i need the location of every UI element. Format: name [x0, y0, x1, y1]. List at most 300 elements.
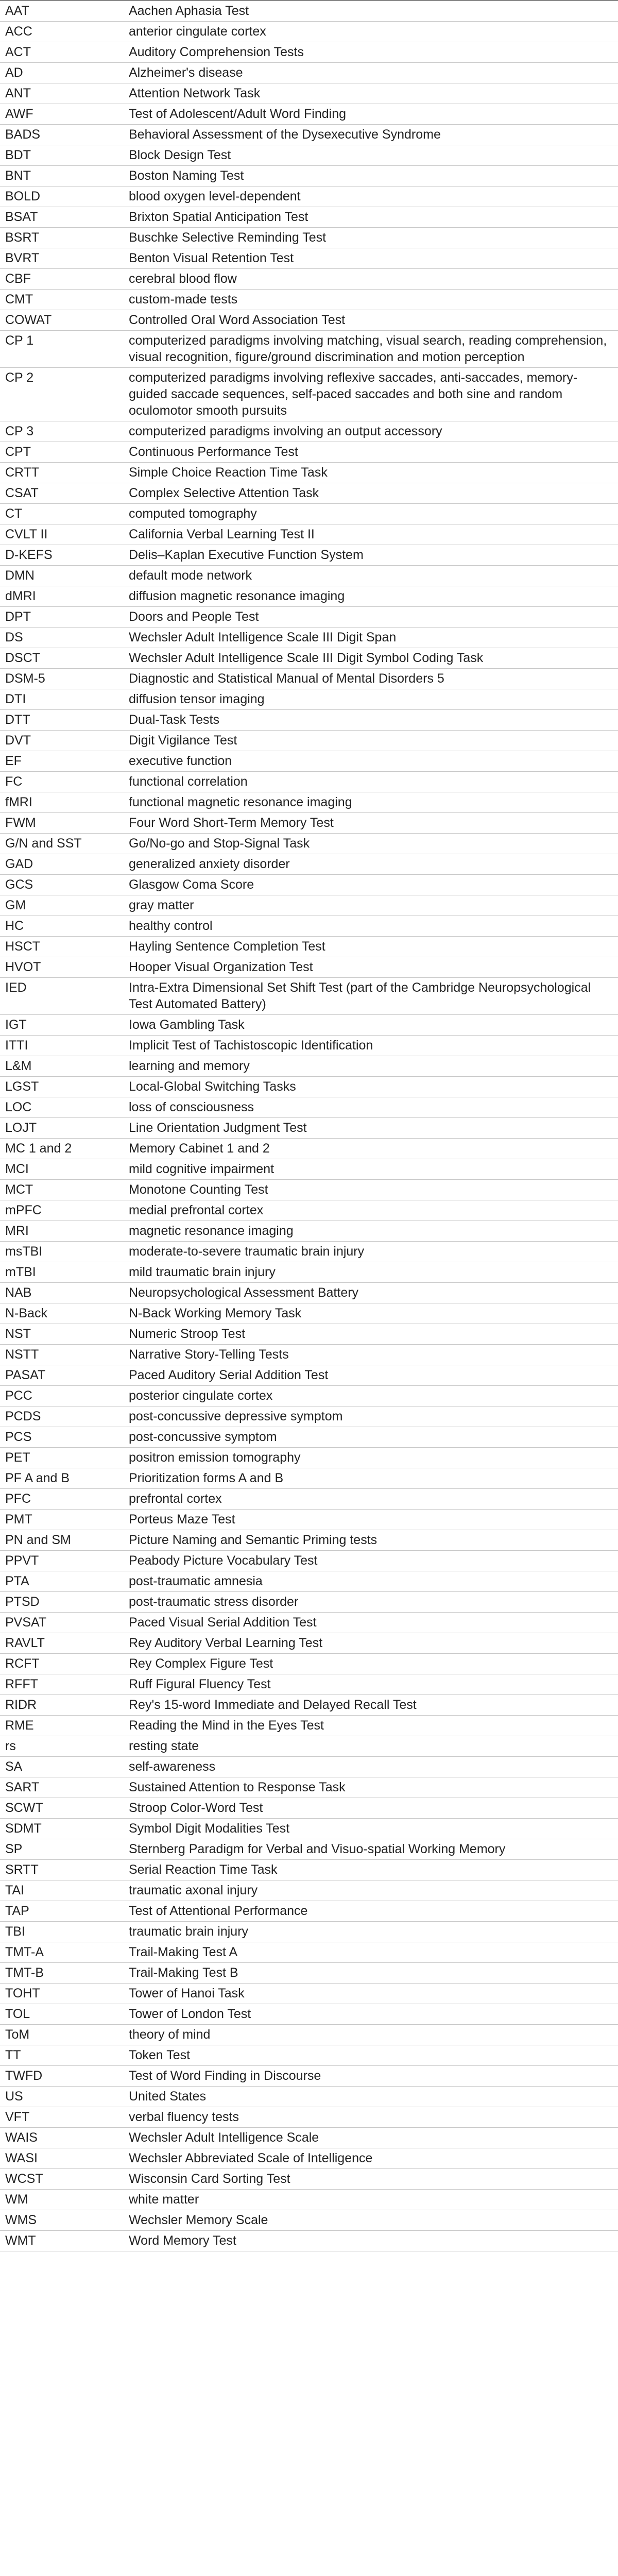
table-row	[0, 290, 618, 310]
abbreviation-cell: RCFT	[0, 1654, 129, 1674]
definition-cell: anterior cingulate cortex	[129, 22, 618, 42]
abbreviation-cell: ToM	[0, 2025, 129, 2045]
definition-cell: Block Design Test	[129, 145, 618, 166]
definition-cell: Trail-Making Test B	[129, 1963, 618, 1984]
abbreviation-cell: PMT	[0, 1510, 129, 1530]
table-row	[0, 586, 618, 607]
abbreviation-cell: DS	[0, 628, 129, 648]
abbreviation-cell: NAB	[0, 1283, 129, 1303]
abbreviation-cell: BSAT	[0, 207, 129, 228]
definition-cell: Numeric Stroop Test	[129, 1324, 618, 1345]
definition-cell: traumatic axonal injury	[129, 1880, 618, 1901]
table-row	[0, 2045, 618, 2066]
table-row	[0, 1077, 618, 1097]
table-row	[0, 1324, 618, 1345]
table-row	[0, 524, 618, 545]
table-row	[0, 751, 618, 772]
table-row	[0, 2148, 618, 2169]
definition-cell: moderate-to-severe traumatic brain injury	[129, 1242, 618, 1262]
definition-cell: computerized paradigms involving an output accessory	[129, 421, 618, 442]
definition-cell: Wechsler Adult Intelligence Scale III Digit Symbol Coding Task	[129, 648, 618, 669]
abbreviation-cell: CBF	[0, 269, 129, 290]
table-row	[0, 834, 618, 854]
abbreviation-cell: SP	[0, 1839, 129, 1860]
abbreviation-cell: FC	[0, 772, 129, 792]
table-row	[0, 2025, 618, 2045]
definition-cell: Wechsler Adult Intelligence Scale	[129, 2128, 618, 2148]
definition-cell: computerized paradigms involving reflexive saccades, anti-saccades, memory-guided saccade sequences, self-paced saccades and both sine and random oculomotor smooth pursuits	[129, 368, 618, 421]
abbreviation-cell: SRTT	[0, 1860, 129, 1880]
table-row	[0, 545, 618, 566]
table-row	[0, 228, 618, 248]
definition-cell: Peabody Picture Vocabulary Test	[129, 1551, 618, 1571]
abbreviation-cell: MC 1 and 2	[0, 1139, 129, 1159]
table-row	[0, 22, 618, 42]
table-row	[0, 1221, 618, 1242]
definition-cell: Glasgow Coma Score	[129, 875, 618, 895]
definition-cell: Paced Visual Serial Addition Test	[129, 1613, 618, 1633]
table-row	[0, 1880, 618, 1901]
definition-cell: Word Memory Test	[129, 2231, 618, 2251]
abbreviation-cell: WM	[0, 2190, 129, 2210]
abbreviation-cell: COWAT	[0, 310, 129, 331]
definition-cell: Wechsler Adult Intelligence Scale III Digit Span	[129, 628, 618, 648]
table-row	[0, 125, 618, 145]
definition-cell: positron emission tomography	[129, 1448, 618, 1468]
abbreviation-cell: VFT	[0, 2107, 129, 2128]
abbreviation-cell: DSCT	[0, 648, 129, 669]
table-row	[0, 1674, 618, 1695]
definition-cell: post-concussive symptom	[129, 1427, 618, 1448]
definition-cell: Complex Selective Attention Task	[129, 483, 618, 504]
abbreviation-cell: HSCT	[0, 937, 129, 957]
definition-cell: functional correlation	[129, 772, 618, 792]
abbreviation-cell: BOLD	[0, 187, 129, 207]
definition-cell: diffusion magnetic resonance imaging	[129, 586, 618, 607]
table-row	[0, 483, 618, 504]
table-row	[0, 1592, 618, 1613]
definition-cell: Rey Complex Figure Test	[129, 1654, 618, 1674]
abbreviation-cell: CRTT	[0, 463, 129, 483]
abbreviation-cell: CP 1	[0, 331, 129, 368]
abbreviation-cell: SDMT	[0, 1819, 129, 1839]
definition-cell: Doors and People Test	[129, 607, 618, 628]
table-row	[0, 2066, 618, 2087]
table-row	[0, 1551, 618, 1571]
table-row	[0, 1, 618, 22]
table-row	[0, 2004, 618, 2025]
definition-cell: Serial Reaction Time Task	[129, 1860, 618, 1880]
table-row	[0, 1406, 618, 1427]
table-row	[0, 421, 618, 442]
table-row	[0, 1056, 618, 1077]
abbreviation-cell: PCC	[0, 1386, 129, 1406]
table-row	[0, 1984, 618, 2004]
definition-cell: medial prefrontal cortex	[129, 1200, 618, 1221]
abbreviation-cell: HVOT	[0, 957, 129, 978]
table-row	[0, 310, 618, 331]
abbreviation-cell: WMS	[0, 2210, 129, 2231]
table-row	[0, 731, 618, 751]
definition-cell: diffusion tensor imaging	[129, 689, 618, 710]
table-row	[0, 1942, 618, 1963]
table-row	[0, 978, 618, 1015]
abbreviation-cell: DSM-5	[0, 669, 129, 689]
table-row	[0, 1118, 618, 1139]
abbreviation-cell: SCWT	[0, 1798, 129, 1819]
definition-cell: Digit Vigilance Test	[129, 731, 618, 751]
definition-cell: Go/No-go and Stop-Signal Task	[129, 834, 618, 854]
abbreviation-cell: MRI	[0, 1221, 129, 1242]
table-row	[0, 1819, 618, 1839]
abbreviation-cell: BDT	[0, 145, 129, 166]
definition-cell: Sternberg Paradigm for Verbal and Visuo-spatial Working Memory	[129, 1839, 618, 1860]
definition-cell: Test of Attentional Performance	[129, 1901, 618, 1922]
definition-cell: Line Orientation Judgment Test	[129, 1118, 618, 1139]
table-row	[0, 2210, 618, 2231]
definition-cell: Test of Word Finding in Discourse	[129, 2066, 618, 2087]
definition-cell: default mode network	[129, 566, 618, 586]
abbreviation-cell: AWF	[0, 104, 129, 125]
definition-cell: posterior cingulate cortex	[129, 1386, 618, 1406]
abbreviation-cell: HC	[0, 916, 129, 937]
definition-cell: Ruff Figural Fluency Test	[129, 1674, 618, 1695]
abbreviation-cell: WCST	[0, 2169, 129, 2190]
table-row	[0, 1345, 618, 1365]
table-row	[0, 1963, 618, 1984]
abbreviation-cell: IGT	[0, 1015, 129, 1036]
abbreviation-cell: CP 3	[0, 421, 129, 442]
abbreviation-cell: SA	[0, 1757, 129, 1777]
table-row	[0, 504, 618, 524]
definition-cell: Monotone Counting Test	[129, 1180, 618, 1200]
definition-cell: prefrontal cortex	[129, 1489, 618, 1510]
definition-cell: Attention Network Task	[129, 83, 618, 104]
table-row	[0, 1860, 618, 1880]
abbreviation-cell: PTSD	[0, 1592, 129, 1613]
abbreviation-cell: DVT	[0, 731, 129, 751]
abbreviation-cell: PASAT	[0, 1365, 129, 1386]
table-row	[0, 1303, 618, 1324]
table-row	[0, 566, 618, 586]
table-row	[0, 1530, 618, 1551]
definition-cell: Rey Auditory Verbal Learning Test	[129, 1633, 618, 1654]
abbreviation-cell: L&M	[0, 1056, 129, 1077]
definition-cell: Brixton Spatial Anticipation Test	[129, 207, 618, 228]
table-row	[0, 1015, 618, 1036]
definition-cell: Sustained Attention to Response Task	[129, 1777, 618, 1798]
table-row	[0, 1839, 618, 1860]
definition-cell: Alzheimer's disease	[129, 63, 618, 83]
table-row	[0, 1571, 618, 1592]
table-row	[0, 269, 618, 290]
abbreviation-cell: MCI	[0, 1159, 129, 1180]
abbreviation-cell: rs	[0, 1736, 129, 1757]
abbreviation-cell: US	[0, 2087, 129, 2107]
definition-cell: Behavioral Assessment of the Dysexecutive Syndrome	[129, 125, 618, 145]
definition-cell: Auditory Comprehension Tests	[129, 42, 618, 63]
table-row	[0, 2107, 618, 2128]
definition-cell: Porteus Maze Test	[129, 1510, 618, 1530]
abbreviation-cell: PCDS	[0, 1406, 129, 1427]
definition-cell: magnetic resonance imaging	[129, 1221, 618, 1242]
definition-cell: Wisconsin Card Sorting Test	[129, 2169, 618, 2190]
table-row	[0, 1695, 618, 1716]
table-row	[0, 689, 618, 710]
table-row	[0, 1510, 618, 1530]
abbreviation-cell: SART	[0, 1777, 129, 1798]
table-row	[0, 1139, 618, 1159]
abbreviation-cell: dMRI	[0, 586, 129, 607]
definition-cell: Delis–Kaplan Executive Function System	[129, 545, 618, 566]
abbreviation-cell: PFC	[0, 1489, 129, 1510]
table-row	[0, 331, 618, 368]
abbreviation-cell: WAIS	[0, 2128, 129, 2148]
definition-cell: blood oxygen level-dependent	[129, 187, 618, 207]
definition-cell: Dual-Task Tests	[129, 710, 618, 731]
abbreviation-cell: PF A and B	[0, 1468, 129, 1489]
definition-cell: Hayling Sentence Completion Test	[129, 937, 618, 957]
definition-cell: resting state	[129, 1736, 618, 1757]
abbreviation-cell: TBI	[0, 1922, 129, 1942]
abbreviation-cell: TAP	[0, 1901, 129, 1922]
abbreviation-cell: BSRT	[0, 228, 129, 248]
definition-cell: generalized anxiety disorder	[129, 854, 618, 875]
abbreviation-cell: fMRI	[0, 792, 129, 813]
table-row	[0, 957, 618, 978]
abbreviation-cell: msTBI	[0, 1242, 129, 1262]
definition-cell: United States	[129, 2087, 618, 2107]
table-row	[0, 1736, 618, 1757]
table-row	[0, 1386, 618, 1406]
definition-cell: Tower of Hanoi Task	[129, 1984, 618, 2004]
table-row	[0, 1757, 618, 1777]
definition-cell: Paced Auditory Serial Addition Test	[129, 1365, 618, 1386]
definition-cell: Test of Adolescent/Adult Word Finding	[129, 104, 618, 125]
definition-cell: Narrative Story-Telling Tests	[129, 1345, 618, 1365]
definition-cell: healthy control	[129, 916, 618, 937]
abbreviation-cell: DMN	[0, 566, 129, 586]
table-row	[0, 1716, 618, 1736]
abbreviation-cell: GAD	[0, 854, 129, 875]
definition-cell: Rey's 15-word Immediate and Delayed Recall Test	[129, 1695, 618, 1716]
table-row	[0, 1283, 618, 1303]
abbreviation-cell: ACC	[0, 22, 129, 42]
table-row	[0, 1798, 618, 1819]
table-row	[0, 1633, 618, 1654]
definition-cell: executive function	[129, 751, 618, 772]
table-row	[0, 207, 618, 228]
table-row	[0, 2087, 618, 2107]
definition-cell: Simple Choice Reaction Time Task	[129, 463, 618, 483]
definition-cell: Iowa Gambling Task	[129, 1015, 618, 1036]
table-row	[0, 854, 618, 875]
table-row	[0, 1901, 618, 1922]
definition-cell: Boston Naming Test	[129, 166, 618, 187]
definition-cell: Tower of London Test	[129, 2004, 618, 2025]
abbreviation-cell: RIDR	[0, 1695, 129, 1716]
definition-cell: functional magnetic resonance imaging	[129, 792, 618, 813]
abbreviation-cell: CVLT II	[0, 524, 129, 545]
abbreviation-cell: TOL	[0, 2004, 129, 2025]
definition-cell: loss of consciousness	[129, 1097, 618, 1118]
abbreviation-cell: WASI	[0, 2148, 129, 2169]
table-row	[0, 1777, 618, 1798]
abbreviation-cell: TAI	[0, 1880, 129, 1901]
table-row	[0, 248, 618, 269]
table-row	[0, 145, 618, 166]
abbreviation-cell: LOC	[0, 1097, 129, 1118]
table-row	[0, 628, 618, 648]
definition-cell: verbal fluency tests	[129, 2107, 618, 2128]
definition-cell: Neuropsychological Assessment Battery	[129, 1283, 618, 1303]
table-row	[0, 1922, 618, 1942]
definition-cell: self-awareness	[129, 1757, 618, 1777]
abbreviation-cell: N-Back	[0, 1303, 129, 1324]
table-row	[0, 1262, 618, 1283]
table-row	[0, 895, 618, 916]
definition-cell: Four Word Short-Term Memory Test	[129, 813, 618, 834]
definition-cell: Aachen Aphasia Test	[129, 1, 618, 22]
definition-cell: Token Test	[129, 2045, 618, 2066]
table-row	[0, 83, 618, 104]
table-row	[0, 1654, 618, 1674]
definition-cell: learning and memory	[129, 1056, 618, 1077]
definition-cell: Buschke Selective Reminding Test	[129, 228, 618, 248]
abbreviation-cell: DPT	[0, 607, 129, 628]
abbreviation-cell: GM	[0, 895, 129, 916]
abbreviation-cell: DTI	[0, 689, 129, 710]
abbreviations-table-body	[0, 1, 618, 2251]
table-row	[0, 1365, 618, 1386]
abbreviation-cell: TMT-B	[0, 1963, 129, 1984]
abbreviation-cell: PPVT	[0, 1551, 129, 1571]
table-row	[0, 1427, 618, 1448]
definition-cell: custom-made tests	[129, 290, 618, 310]
abbreviation-cell: CP 2	[0, 368, 129, 421]
definition-cell: Implicit Test of Tachistoscopic Identification	[129, 1036, 618, 1056]
definition-cell: post-traumatic amnesia	[129, 1571, 618, 1592]
table-row	[0, 1242, 618, 1262]
abbreviation-cell: TMT-A	[0, 1942, 129, 1963]
definition-cell: Controlled Oral Word Association Test	[129, 310, 618, 331]
table-row	[0, 2128, 618, 2148]
table-row	[0, 669, 618, 689]
table-row	[0, 607, 618, 628]
definition-cell: Wechsler Memory Scale	[129, 2210, 618, 2231]
abbreviation-cell: MCT	[0, 1180, 129, 1200]
table-row	[0, 42, 618, 63]
definition-cell: cerebral blood flow	[129, 269, 618, 290]
definition-cell: computed tomography	[129, 504, 618, 524]
abbreviation-cell: mPFC	[0, 1200, 129, 1221]
definition-cell: Continuous Performance Test	[129, 442, 618, 463]
abbreviation-cell: PTA	[0, 1571, 129, 1592]
definition-cell: gray matter	[129, 895, 618, 916]
table-row	[0, 1200, 618, 1221]
abbreviation-cell: EF	[0, 751, 129, 772]
table-row	[0, 1180, 618, 1200]
table-row	[0, 648, 618, 669]
definition-cell: Prioritization forms A and B	[129, 1468, 618, 1489]
abbreviation-cell: CPT	[0, 442, 129, 463]
abbreviation-cell: NSTT	[0, 1345, 129, 1365]
abbreviation-cell: D-KEFS	[0, 545, 129, 566]
abbreviation-cell: WMT	[0, 2231, 129, 2251]
abbreviation-cell: NST	[0, 1324, 129, 1345]
table-row	[0, 1036, 618, 1056]
table-row	[0, 792, 618, 813]
abbreviation-cell: TOHT	[0, 1984, 129, 2004]
table-row	[0, 710, 618, 731]
definition-cell: Symbol Digit Modalities Test	[129, 1819, 618, 1839]
definition-cell: Local-Global Switching Tasks	[129, 1077, 618, 1097]
abbreviation-cell: BADS	[0, 125, 129, 145]
abbreviation-cell: BNT	[0, 166, 129, 187]
abbreviation-cell: BVRT	[0, 248, 129, 269]
table-row	[0, 2190, 618, 2210]
table-row	[0, 937, 618, 957]
table-row	[0, 368, 618, 421]
abbreviation-cell: ITTI	[0, 1036, 129, 1056]
table-row	[0, 1468, 618, 1489]
abbreviation-cell: PVSAT	[0, 1613, 129, 1633]
table-row	[0, 1448, 618, 1468]
table-row	[0, 813, 618, 834]
table-row	[0, 63, 618, 83]
definition-cell: traumatic brain injury	[129, 1922, 618, 1942]
abbreviation-cell: ACT	[0, 42, 129, 63]
definition-cell: Hooper Visual Organization Test	[129, 957, 618, 978]
table-row	[0, 916, 618, 937]
table-row	[0, 2231, 618, 2251]
table-row	[0, 442, 618, 463]
table-row	[0, 1613, 618, 1633]
definition-cell: Diagnostic and Statistical Manual of Mental Disorders 5	[129, 669, 618, 689]
abbreviation-cell: ANT	[0, 83, 129, 104]
definition-cell: computerized paradigms involving matching, visual search, reading comprehension, visual recognition, figure/ground discrimination and motion perception	[129, 331, 618, 368]
abbreviation-cell: GCS	[0, 875, 129, 895]
definition-cell: Picture Naming and Semantic Priming tests	[129, 1530, 618, 1551]
table-row	[0, 187, 618, 207]
definition-cell: mild cognitive impairment	[129, 1159, 618, 1180]
definition-cell: Benton Visual Retention Test	[129, 248, 618, 269]
table-row	[0, 166, 618, 187]
abbreviation-cell: CSAT	[0, 483, 129, 504]
abbreviation-cell: PET	[0, 1448, 129, 1468]
table-row	[0, 772, 618, 792]
definition-cell: Intra-Extra Dimensional Set Shift Test (part of the Cambridge Neuropsychological Test Automated Battery)	[129, 978, 618, 1015]
definition-cell: Reading the Mind in the Eyes Test	[129, 1716, 618, 1736]
abbreviation-cell: PCS	[0, 1427, 129, 1448]
table-row	[0, 104, 618, 125]
abbreviation-cell: PN and SM	[0, 1530, 129, 1551]
definition-cell: Trail-Making Test A	[129, 1942, 618, 1963]
abbreviation-cell: AAT	[0, 1, 129, 22]
definition-cell: Memory Cabinet 1 and 2	[129, 1139, 618, 1159]
definition-cell: theory of mind	[129, 2025, 618, 2045]
definition-cell: post-concussive depressive symptom	[129, 1406, 618, 1427]
abbreviation-cell: G/N and SST	[0, 834, 129, 854]
abbreviation-cell: RFFT	[0, 1674, 129, 1695]
definition-cell: white matter	[129, 2190, 618, 2210]
abbreviation-cell: TWFD	[0, 2066, 129, 2087]
definition-cell: mild traumatic brain injury	[129, 1262, 618, 1283]
abbreviation-cell: RAVLT	[0, 1633, 129, 1654]
abbreviation-cell: RME	[0, 1716, 129, 1736]
definition-cell: California Verbal Learning Test II	[129, 524, 618, 545]
abbreviation-cell: LOJT	[0, 1118, 129, 1139]
